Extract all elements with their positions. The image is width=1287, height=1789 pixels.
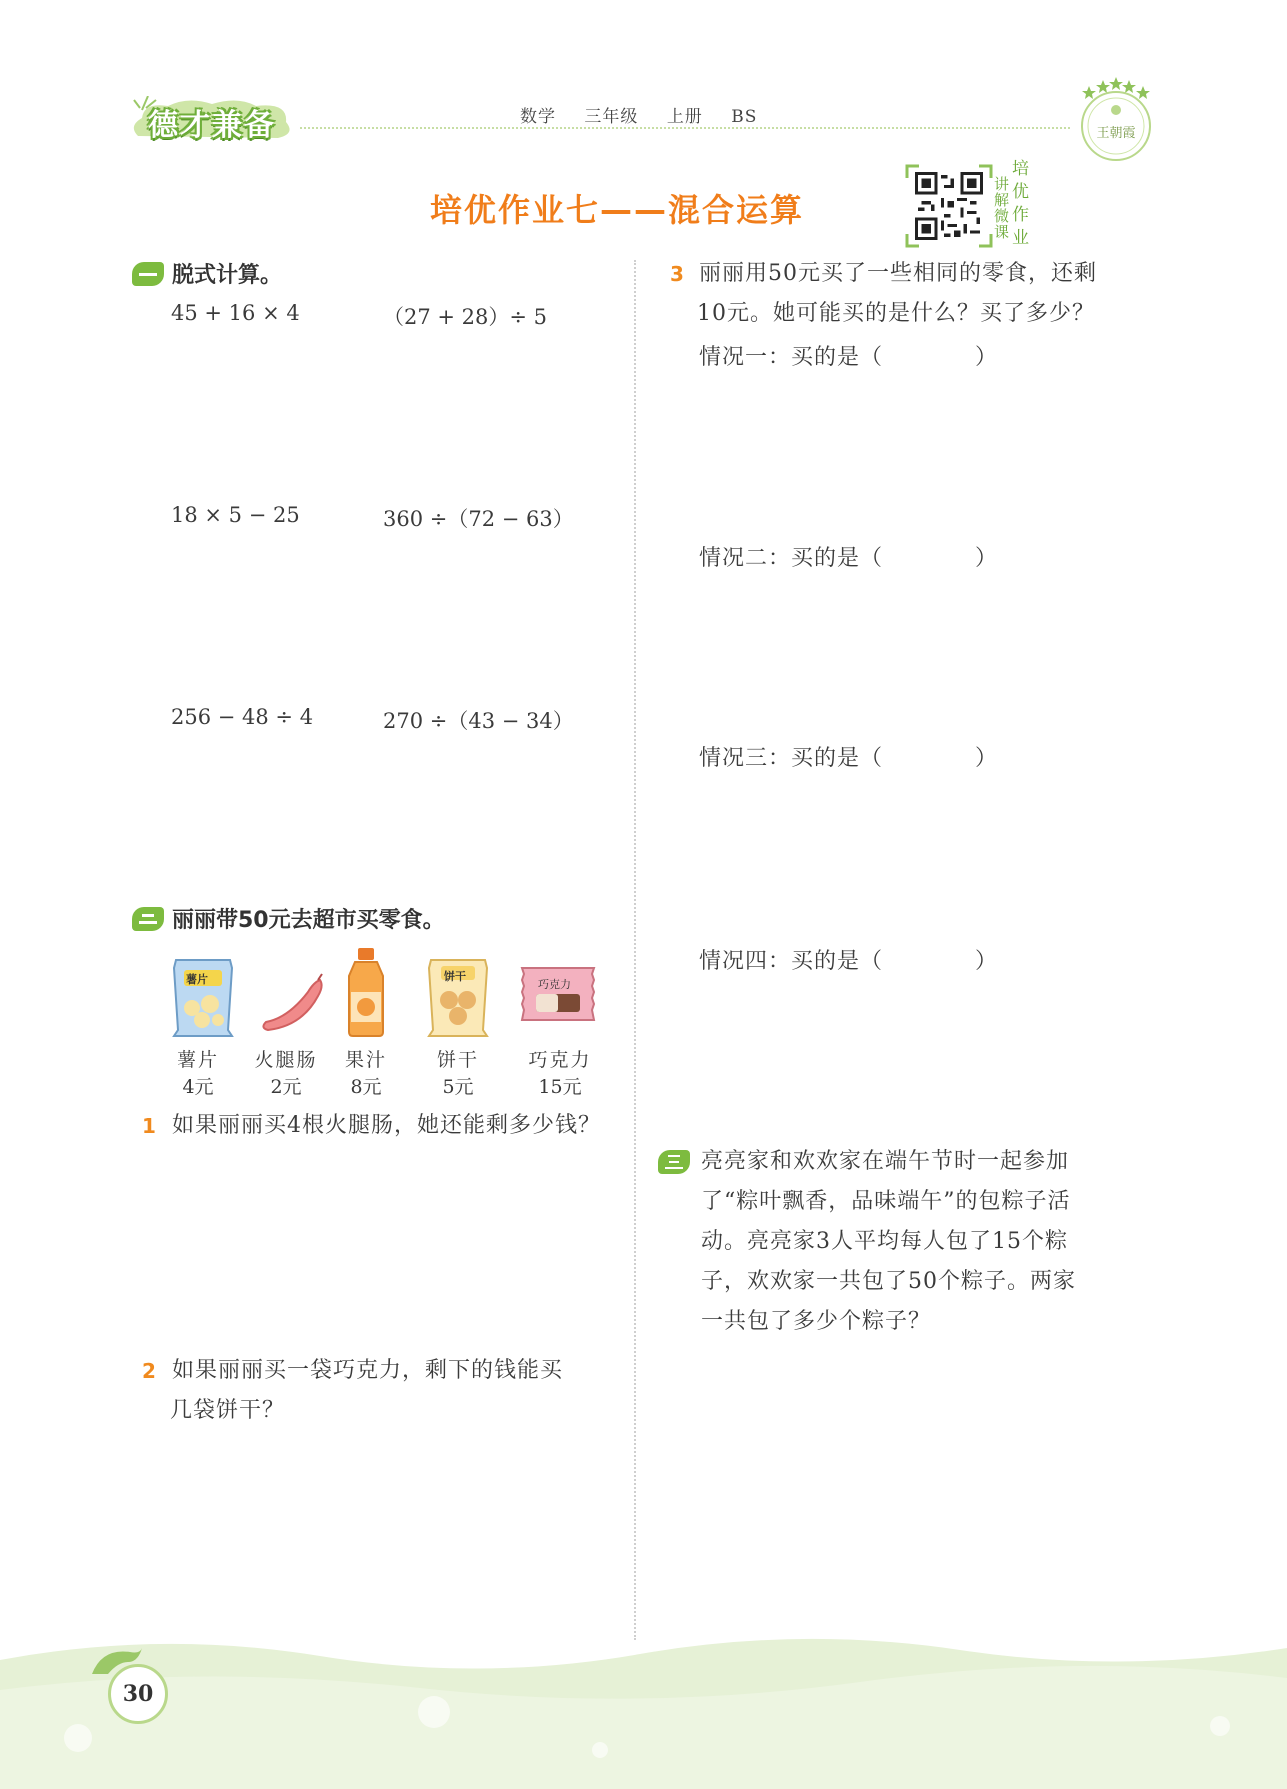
potato-chips-icon [170, 956, 236, 1038]
chips-bag-label: 薯片 [186, 973, 208, 986]
expression-2: （27 + 28）÷ 5 [383, 305, 548, 329]
snack-name-juice: 果汁 [344, 1049, 387, 1071]
snack-name-cookies: 饼干 [436, 1049, 479, 1071]
expression-5: 256 − 48 ÷ 4 [171, 705, 314, 729]
header-divider [300, 127, 1070, 129]
question-3-line-1: 丽丽用50元买了一些相同的零食，还剩 [699, 261, 1097, 286]
section-two-badge [132, 907, 164, 931]
section-two-title: 丽丽带50元去超市买零食。 [172, 908, 445, 933]
section-three-line-2: 了“粽叶飘香，品味端午”的包粽子活 [701, 1189, 1071, 1214]
section-three-line-5: 一共包了多少个粽子？ [701, 1309, 932, 1334]
question-1-text: 如果丽丽买4根火腿肠，她还能剩多少钱？ [172, 1113, 601, 1138]
case-4-label: 情况四：买的是（ ） [699, 949, 999, 974]
section-three-badge [658, 1150, 690, 1174]
qr-label-homework: 培优作业 [1012, 159, 1029, 248]
seal-badge-icon [1073, 74, 1159, 164]
question-2-number: 2 [142, 1359, 156, 1383]
section-one-badge [132, 262, 164, 286]
case-3-label: 情况三：买的是（ ） [699, 746, 999, 771]
expression-1: 45 + 16 × 4 [171, 301, 300, 325]
question-1-number: 1 [142, 1114, 156, 1138]
page-number: 30 [108, 1664, 168, 1724]
chocolate-bag-label: 巧克力 [538, 978, 571, 991]
case-2-label: 情况二：买的是（ ） [699, 546, 999, 571]
header-info [520, 102, 779, 127]
column-divider [634, 260, 636, 1640]
section-three-line-3: 动。亮亮家3人平均每人包了15个粽 [701, 1229, 1068, 1254]
question-3-line-2: 10元。她可能买的是什么？买了多少？ [697, 301, 1095, 326]
juice-bottle-icon [343, 946, 389, 1038]
section-three-line-1: 亮亮家和欢欢家在端午节时一起参加 [701, 1149, 1070, 1174]
chocolate-icon [518, 964, 598, 1024]
header-volume: 上册 [666, 107, 703, 127]
question-3-number: 3 [670, 262, 684, 286]
qr-code-icon[interactable] [915, 172, 983, 240]
expression-6: 270 ÷（43 − 34） [383, 709, 574, 733]
snack-price-cookies: 5元 [442, 1076, 474, 1098]
seal-text: 王朝霞 [1096, 126, 1136, 141]
footer-wave [0, 1630, 1287, 1789]
header-grade: 三年级 [584, 107, 639, 127]
question-2-line-1: 如果丽丽买一袋巧克力，剩下的钱能买 [172, 1358, 564, 1383]
question-2-line-2: 几袋饼干？ [170, 1398, 286, 1423]
snack-price-sausage: 2元 [270, 1076, 302, 1098]
snack-name-chocolate: 巧克力 [528, 1049, 592, 1071]
expression-3: 18 × 5 − 25 [171, 503, 300, 527]
header-subject: 数学 [520, 107, 556, 127]
snack-price-juice: 8元 [350, 1076, 382, 1098]
sausage-icon [258, 972, 328, 1032]
header-edition: BS [731, 107, 758, 127]
snack-name-chips: 薯片 [176, 1049, 219, 1071]
snack-price-chocolate: 15元 [538, 1076, 582, 1098]
snack-name-sausage: 火腿肠 [254, 1049, 318, 1071]
section-one-title: 脱式计算。 [172, 263, 283, 288]
brand-logo [128, 96, 296, 144]
publisher-seal [1073, 74, 1159, 164]
case-1-label: 情况一：买的是（ ） [699, 345, 999, 370]
snack-price-chips: 4元 [182, 1076, 214, 1098]
logo-text: 德才兼备 [148, 108, 276, 143]
page-title: 培优作业七——混合运算 [430, 191, 805, 229]
expression-4: 360 ÷（72 − 63） [383, 507, 574, 531]
qr-label-lecture: 讲解微课 [994, 175, 1010, 241]
cookies-bag-label: 饼干 [444, 970, 466, 983]
section-three-line-4: 子，欢欢家一共包了50个粽子。两家 [701, 1269, 1076, 1294]
